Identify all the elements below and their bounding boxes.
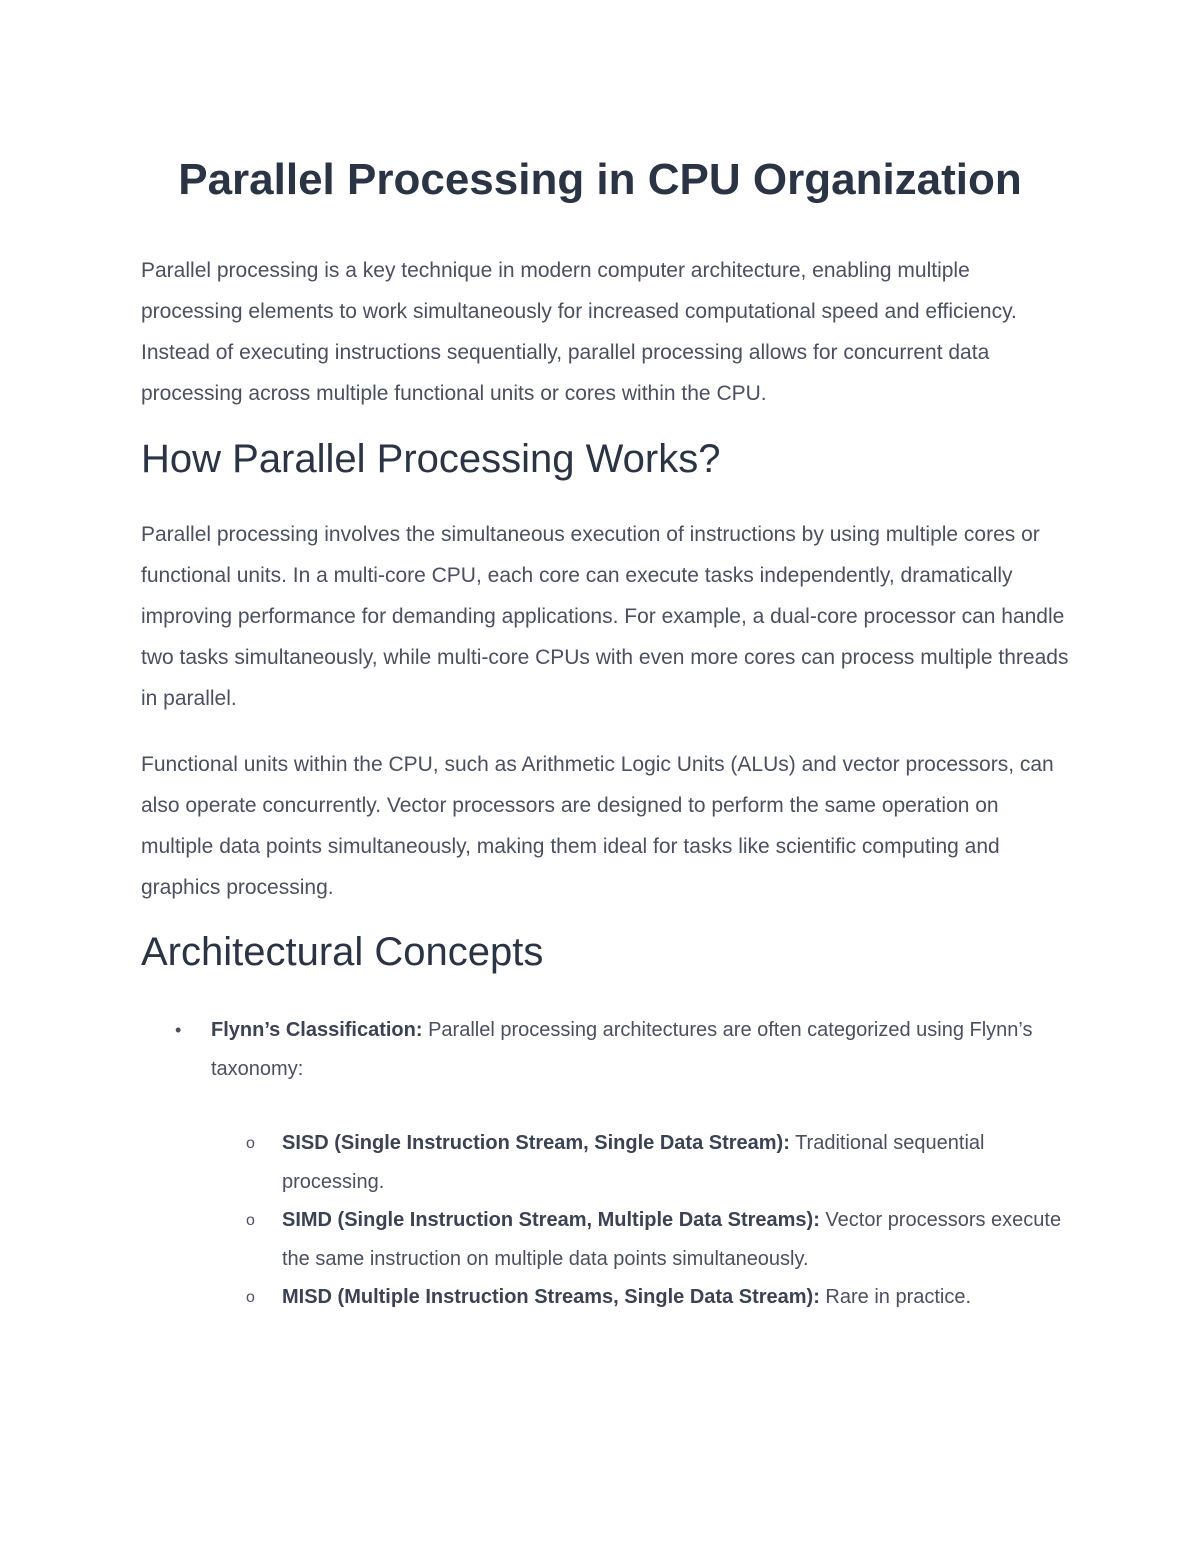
sub-bullet-marker: o xyxy=(246,1135,255,1152)
list-item-text xyxy=(282,1124,1071,1202)
bullet-marker: • xyxy=(175,1020,182,1040)
list-item-lead: SIMD (Single Instruction Stream, Multiple Data Streams): xyxy=(282,1209,820,1231)
list-item-body: Rare in practice. xyxy=(819,1286,972,1308)
section-heading-how-it-works: How Parallel Processing Works? xyxy=(141,437,721,481)
list-item-simd xyxy=(141,1201,1071,1279)
list-item-body: Vector processors execute the same instruction on multiple data points simultaneously. xyxy=(282,1209,1062,1270)
sub-bullet-marker: o xyxy=(246,1289,255,1306)
how-it-works-paragraph-2: Functional units within the CPU, such as Arithmetic Logic Units (ALUs) and vector processors, can also operate concurrently. Vector processors are designed to perform the same operation on multiple data points simultaneously, making them ideal for tasks like scientific computing and graphics processing. xyxy=(141,753,1054,899)
intro-paragraph: Parallel processing is a key technique in modern computer architecture, enabling multiple processing elements to work simultaneously for increased computational speed and efficiency. Instead of executing instructions sequentially, parallel processing allows for concurrent data processing across multiple functional units or cores within the CPU. xyxy=(141,259,1017,405)
list-item-text xyxy=(282,1278,1071,1317)
document-title: Parallel Processing in CPU Organization xyxy=(178,155,1022,204)
list-item-sisd xyxy=(141,1124,1071,1202)
sub-bullet-marker: o xyxy=(246,1212,255,1229)
flynn-sub-list xyxy=(141,1124,1071,1202)
list-item-text xyxy=(211,1011,1071,1089)
section-heading-architectural-concepts: Architectural Concepts xyxy=(141,930,544,974)
list-item-lead: Flynn’s Classification: xyxy=(211,1019,423,1041)
list-item-flynn xyxy=(141,1011,1071,1089)
flynn-sub-list-2 xyxy=(141,1201,1071,1279)
flynn-sub-list-3 xyxy=(141,1278,1071,1317)
list-item-lead: SISD (Single Instruction Stream, Single Data Stream): xyxy=(282,1132,790,1154)
list-item-misd xyxy=(141,1278,1071,1317)
flynn-bullet-list xyxy=(141,1011,1071,1089)
how-it-works-paragraph-1: Parallel processing involves the simultaneous execution of instructions by using multiple cores or functional units. In a multi-core CPU, each core can execute tasks independently, dramatically improving performance for demanding applications. For example, a dual-core processor can handle two tasks simultaneously, while multi-core CPUs with even more cores can process multiple threads in parallel. xyxy=(141,523,1069,710)
list-item-body: Parallel processing architectures are often categorized using Flynn’s taxonomy: xyxy=(211,1019,1033,1080)
list-item-lead: MISD (Multiple Instruction Streams, Single Data Stream): xyxy=(282,1286,820,1308)
list-item-text xyxy=(282,1201,1071,1279)
list-item-body: Traditional sequential processing. xyxy=(282,1132,985,1193)
